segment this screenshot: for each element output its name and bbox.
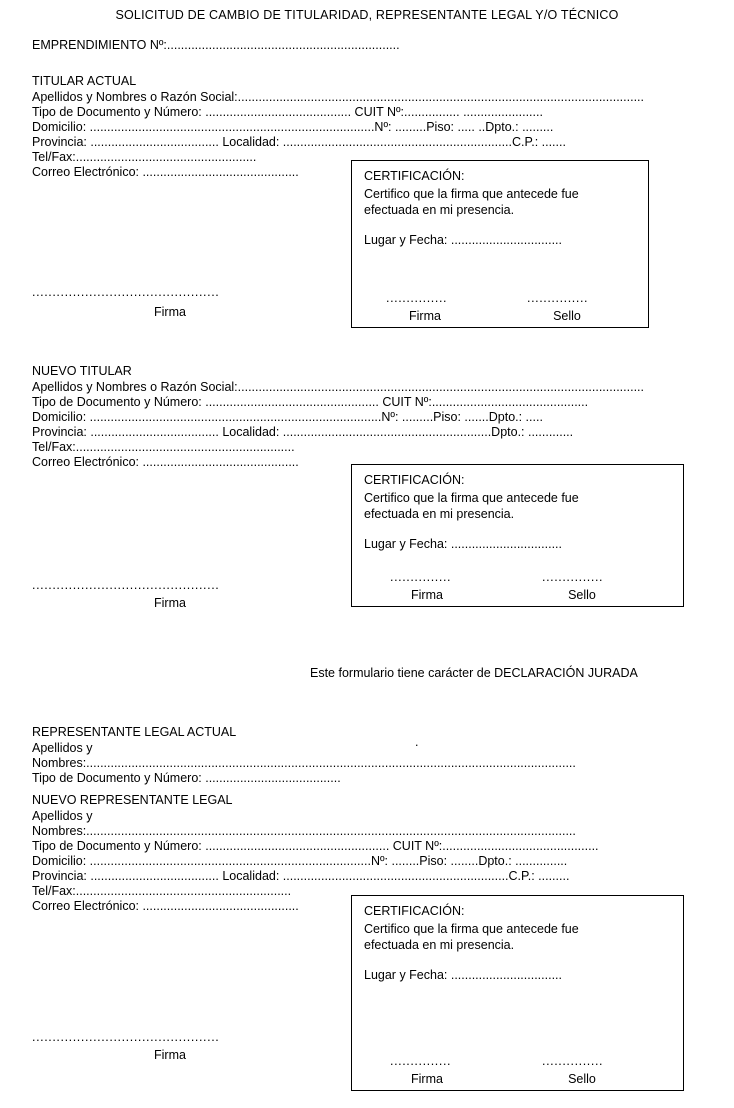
certificacion-line-2: efectuada en mi presencia. bbox=[364, 203, 515, 217]
certificacion-firma-label: Firma bbox=[411, 588, 443, 602]
certificacion-sello-dots: ............... bbox=[527, 291, 589, 305]
certificacion-lugar-fecha-field[interactable]: Lugar y Fecha: ................................ bbox=[364, 968, 562, 982]
certificacion-box-nuevo-representante-legal bbox=[351, 895, 684, 1091]
certificacion-sello-label: Sello bbox=[553, 309, 581, 323]
stray-mark: . bbox=[415, 735, 419, 749]
certificacion-line-2: efectuada en mi presencia. bbox=[364, 938, 515, 952]
certificacion-line-1: Certifico que la firma que antecede fue bbox=[364, 187, 579, 201]
section-heading-representante-legal-actual: REPRESENTANTE LEGAL ACTUAL bbox=[32, 725, 237, 739]
certificacion-box-nuevo-titular bbox=[351, 464, 684, 607]
titular-actual-firma-dots: .............................................. bbox=[32, 285, 220, 299]
nuevo-rep-legal-domicilio-field[interactable]: Domicilio: .................................................................................Nº: ........Piso: ........Dpto.: ............... bbox=[32, 854, 568, 868]
section-heading-titular-actual: TITULAR ACTUAL bbox=[32, 74, 137, 88]
nuevo-rep-legal-telfax-field[interactable]: Tel/Fax:.............................................................. bbox=[32, 884, 292, 898]
certificacion-title: CERTIFICACIÓN: bbox=[364, 169, 465, 183]
rep-legal-actual-nombres-field[interactable]: Nombres:............................................................................................................................................. bbox=[32, 756, 576, 770]
certificacion-firma-dots: ............... bbox=[386, 291, 448, 305]
certificacion-firma-label: Firma bbox=[411, 1072, 443, 1086]
certificacion-sello-dots: ............... bbox=[542, 1054, 604, 1068]
nuevo-titular-firma-dots: .............................................. bbox=[32, 578, 220, 592]
certificacion-firma-label: Firma bbox=[409, 309, 441, 323]
titular-actual-correo-field[interactable]: Correo Electrónico: ............................................. bbox=[32, 165, 299, 179]
nuevo-rep-legal-apellidos-label: Apellidos y bbox=[32, 809, 93, 823]
nuevo-rep-legal-firma-dots: .............................................. bbox=[32, 1030, 220, 1044]
certificacion-lugar-fecha-field[interactable]: Lugar y Fecha: ................................ bbox=[364, 537, 562, 551]
nuevo-titular-tipo-documento-field[interactable]: Tipo de Documento y Número: .................................................. CUIT Nº:............................................. bbox=[32, 395, 589, 409]
nuevo-rep-legal-provincia-field[interactable]: Provincia: ..................................... Localidad: .................................................................C.P.: ......... bbox=[32, 869, 570, 883]
rep-legal-actual-apellidos-label: Apellidos y bbox=[32, 741, 93, 755]
certificacion-line-2: efectuada en mi presencia. bbox=[364, 507, 515, 521]
certificacion-firma-dots: ............... bbox=[390, 1054, 452, 1068]
nuevo-rep-legal-nombres-field[interactable]: Nombres:............................................................................................................................................. bbox=[32, 824, 576, 838]
nuevo-rep-legal-firma-label: Firma bbox=[154, 1048, 186, 1062]
certificacion-firma-dots: ............... bbox=[390, 570, 452, 584]
nuevo-titular-apellidos-field[interactable]: Apellidos y Nombres o Razón Social:..................................................................................................................... bbox=[32, 380, 644, 394]
certificacion-sello-label: Sello bbox=[568, 1072, 596, 1086]
nuevo-titular-domicilio-field[interactable]: Domicilio: ....................................................................................Nº: .........Piso: .......Dpto.: ..... bbox=[32, 410, 543, 424]
nuevo-titular-provincia-field[interactable]: Provincia: ..................................... Localidad: ............................................................Dpto.: ............. bbox=[32, 425, 574, 439]
titular-actual-firma-label: Firma bbox=[154, 305, 186, 319]
page-title: SOLICITUD DE CAMBIO DE TITULARIDAD, REPRESENTANTE LEGAL Y/O TÉCNICO bbox=[115, 8, 619, 22]
certificacion-lugar-fecha-field[interactable]: Lugar y Fecha: ................................ bbox=[364, 233, 562, 247]
titular-actual-provincia-field[interactable]: Provincia: ..................................... Localidad: ..................................................................C.P.: ....... bbox=[32, 135, 566, 149]
titular-actual-tipo-documento-field[interactable]: Tipo de Documento y Número: .......................................... CUIT Nº:................ ....................... bbox=[32, 105, 543, 119]
certificacion-box-titular-actual bbox=[351, 160, 649, 328]
certificacion-line-1: Certifico que la firma que antecede fue bbox=[364, 922, 579, 936]
declaracion-jurada-note: Este formulario tiene carácter de DECLARACIÓN JURADA bbox=[310, 666, 638, 680]
rep-legal-actual-tipo-documento-field[interactable]: Tipo de Documento y Número: ....................................... bbox=[32, 771, 341, 785]
certificacion-title: CERTIFICACIÓN: bbox=[364, 904, 465, 918]
nuevo-titular-telfax-field[interactable]: Tel/Fax:............................................................... bbox=[32, 440, 295, 454]
certificacion-line-1: Certifico que la firma que antecede fue bbox=[364, 491, 579, 505]
titular-actual-telfax-field[interactable]: Tel/Fax:.................................................... bbox=[32, 150, 257, 164]
emprendimiento-field[interactable]: EMPRENDIMIENTO Nº:................................................................... bbox=[32, 38, 400, 52]
nuevo-titular-firma-label: Firma bbox=[154, 596, 186, 610]
certificacion-sello-dots: ............... bbox=[542, 570, 604, 584]
nuevo-rep-legal-correo-field[interactable]: Correo Electrónico: ............................................. bbox=[32, 899, 299, 913]
nuevo-titular-correo-field[interactable]: Correo Electrónico: ............................................. bbox=[32, 455, 299, 469]
section-heading-nuevo-representante-legal: NUEVO REPRESENTANTE LEGAL bbox=[32, 793, 233, 807]
titular-actual-domicilio-field[interactable]: Domicilio: ..................................................................................Nº: .........Piso: ..... ..Dpto.: ......... bbox=[32, 120, 554, 134]
certificacion-sello-label: Sello bbox=[568, 588, 596, 602]
nuevo-rep-legal-tipo-documento-field[interactable]: Tipo de Documento y Número: ..................................................... CUIT Nº:............................................. bbox=[32, 839, 599, 853]
certificacion-title: CERTIFICACIÓN: bbox=[364, 473, 465, 487]
section-heading-nuevo-titular: NUEVO TITULAR bbox=[32, 364, 132, 378]
titular-actual-apellidos-field[interactable]: Apellidos y Nombres o Razón Social:..................................................................................................................... bbox=[32, 90, 644, 104]
